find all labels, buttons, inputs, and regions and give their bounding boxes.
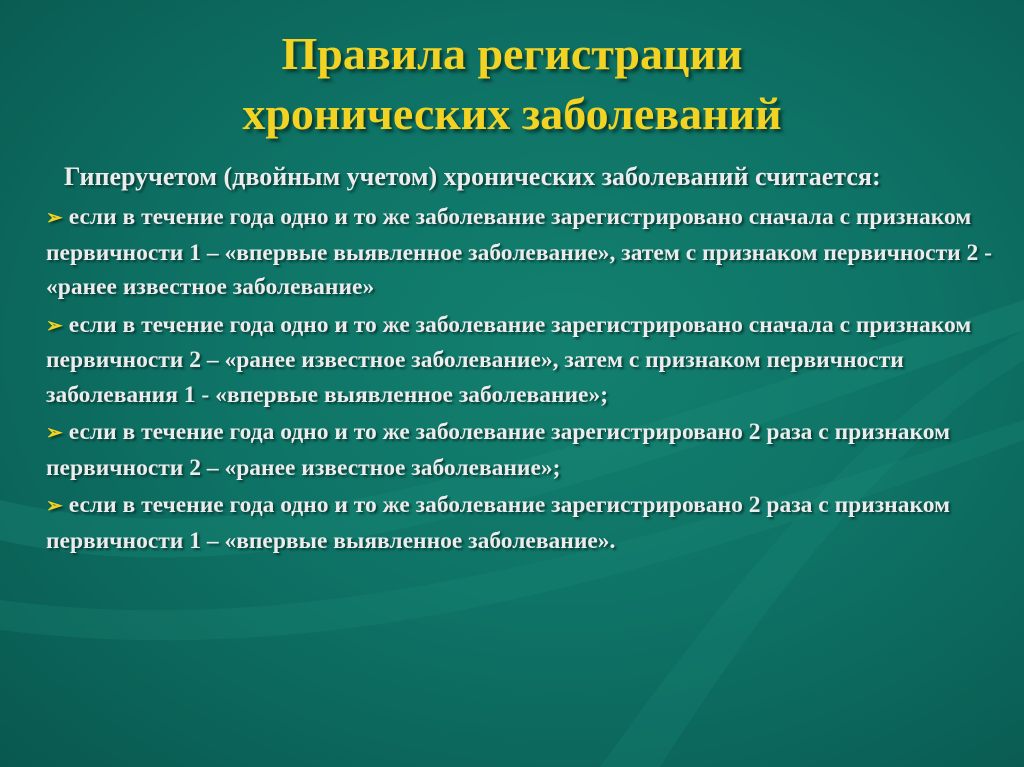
list-item-text: если в течение года одно и то же заболевание зарегистрировано сначала с признаком первичности 2 – «ранее известное заболевание», затем с признаком первичности заболевания 1 - «впервые выявленное заболевание»; [46,311,972,408]
intro-text: Гиперучетом (двойным учетом) хронических заболеваний считается: [64,162,881,191]
arrow-bullet-icon: ➢ [46,422,63,444]
list-item [46,488,1006,558]
arrow-bullet-icon: ➢ [46,207,63,229]
list-item-text: если в течение года одно и то же заболевание зарегистрировано 2 раза с признаком первичности 1 – «впервые выявленное заболевание». [46,492,951,554]
list-item-text: если в течение года одно и то же заболевание зарегистрировано сначала с признаком первичности 1 – «впервые выявленное заболевание», затем с признаком первичности 2 - «ранее известное заболевание» [46,204,993,300]
arrow-bullet-icon: ➢ [46,314,63,337]
slide-body [46,160,1006,561]
list-item [46,200,1006,305]
list-item [46,415,1006,485]
list-item [46,308,1006,413]
slide-title-line-1: Правила регистрации [281,28,743,79]
list-item-text: если в течение года одно и то же заболевание зарегистрировано 2 раза с признаком первичности 2 – «ранее известное заболевание»; [46,419,951,481]
arrow-bullet-icon: ➢ [46,495,63,517]
slide-title-line-2: хронических заболеваний [242,88,782,139]
slide-title [0,24,1024,144]
